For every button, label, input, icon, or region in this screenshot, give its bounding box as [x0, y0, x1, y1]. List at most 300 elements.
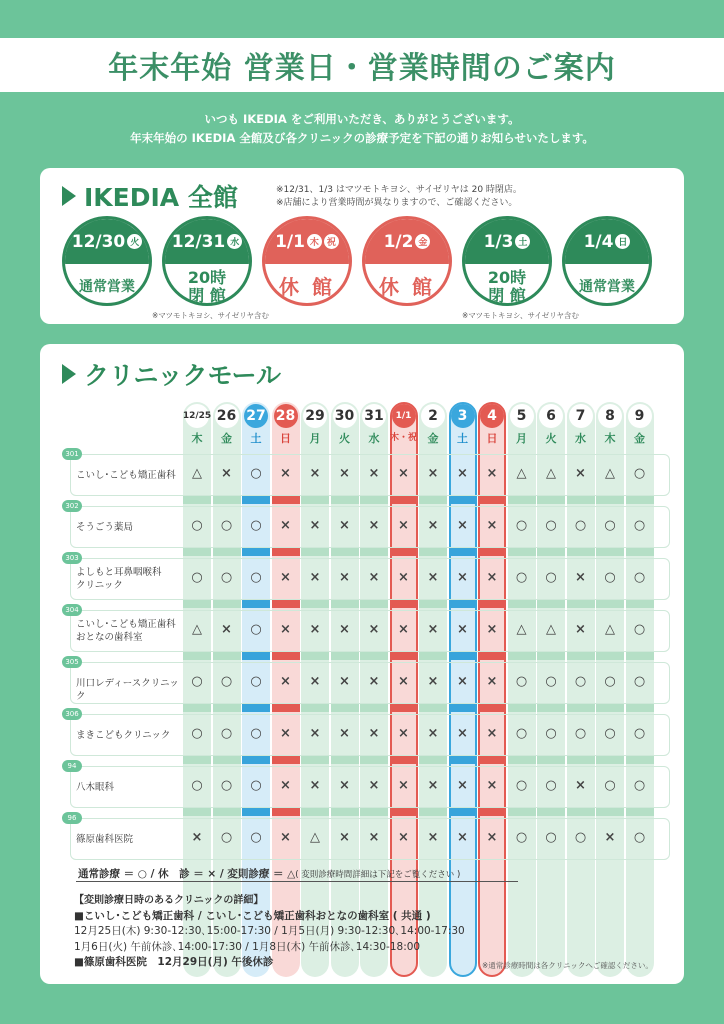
row-separator [449, 808, 477, 816]
row-separator [360, 756, 388, 764]
footnote: ※マツモトキヨシ、サイゼリヤ含む [462, 311, 580, 320]
row-separator [360, 548, 388, 556]
day-of-week: 日 [486, 432, 498, 445]
row-separator [567, 600, 595, 608]
day-circle: 12/31 水 20時 閉 館 [162, 216, 252, 306]
intro-line: いつも IKEDIA をご利用いただき、ありがとうございます。 [204, 112, 520, 126]
schedule-mark: ○ [545, 778, 557, 793]
schedule-mark: ○ [633, 726, 646, 741]
day-number: 30 [333, 404, 357, 428]
schedule-mark: × [457, 674, 468, 689]
row-separator [596, 496, 624, 504]
schedule-mark: × [457, 726, 468, 741]
schedule-mark: × [398, 570, 409, 585]
schedule-mark: × [427, 622, 439, 637]
clinic-name: こいし･こども矯正歯科 おとなの歯科室 [76, 619, 176, 643]
schedule-mark: ○ [250, 518, 262, 533]
row-separator [242, 496, 270, 504]
schedule-mark: ○ [545, 518, 557, 533]
clinic-name: こいし･こども矯正歯科 [76, 469, 176, 481]
day-number: 12/25 [185, 404, 209, 428]
schedule-mark: × [368, 830, 380, 845]
clinic-name: 篠原歯科医院 [76, 833, 134, 845]
schedule-mark: × [221, 466, 232, 481]
schedule-mark: × [575, 466, 586, 481]
day-of-week: 土 [250, 432, 262, 445]
schedule-mark: × [486, 570, 498, 585]
schedule-mark: ○ [191, 518, 203, 533]
row-separator [331, 600, 359, 608]
schedule-mark: × [339, 466, 350, 481]
row-separator [508, 548, 536, 556]
day-number: 29 [303, 404, 327, 428]
day-circle: 1/3 土 20時 閉 館 [462, 216, 552, 306]
detail-line: ■こいし･こども矯正歯科 / こいし･こども矯正歯科おとなの歯科室 ( 共通 ) [74, 909, 431, 922]
schedule-mark: × [427, 518, 439, 533]
day-circle: 1/4 日 通常営業 [562, 216, 652, 306]
schedule-mark: × [339, 830, 350, 845]
row-separator [567, 704, 595, 712]
day-number: 1/1 [392, 404, 416, 428]
day-number: 2 [421, 404, 445, 428]
schedule-mark: ○ [545, 570, 557, 585]
row-separator [419, 652, 447, 660]
schedule-mark: × [280, 466, 291, 481]
schedule-mark: × [280, 726, 291, 741]
row-separator [272, 704, 300, 712]
row-separator [301, 704, 329, 712]
row-separator [508, 704, 536, 712]
row-separator [478, 704, 506, 712]
row-separator [508, 652, 536, 660]
row-separator [331, 704, 359, 712]
schedule-mark: × [457, 466, 468, 481]
row-separator [449, 548, 477, 556]
row-separator [331, 808, 359, 816]
clinic-title: クリニックモール [62, 356, 281, 392]
row-separator [213, 756, 241, 764]
schedule-mark: ○ [545, 674, 557, 689]
detail-line: 1月6日(火) 午前休診､14:00-17:30 / 1月8日(木) 午前休診､14:30-18:00 [74, 940, 421, 953]
room-number: 96 [62, 812, 82, 824]
row-separator [390, 808, 418, 816]
schedule-mark: × [398, 518, 409, 533]
row-separator [272, 756, 300, 764]
day-number: 26 [215, 404, 239, 428]
row-separator [242, 548, 270, 556]
row-separator [567, 756, 595, 764]
room-number: 302 [62, 500, 82, 512]
schedule-mark: × [457, 570, 468, 585]
row-separator [596, 704, 624, 712]
row-separator [537, 652, 565, 660]
row-separator [301, 496, 329, 504]
row-separator [449, 756, 477, 764]
row-separator [537, 496, 565, 504]
day-circle: 1/2 金 休 館 [362, 216, 452, 306]
schedule-mark: ○ [604, 778, 616, 793]
row-separator [419, 704, 447, 712]
legend-underline [76, 881, 518, 882]
row-separator [596, 652, 624, 660]
schedule-mark: ○ [220, 726, 233, 741]
day-of-week: 水 [575, 432, 586, 445]
schedule-mark: × [309, 726, 321, 741]
schedule-mark: ○ [633, 674, 646, 689]
schedule-mark: ○ [633, 778, 646, 793]
row-separator [596, 756, 624, 764]
schedule-mark: × [486, 622, 498, 637]
schedule-mark: × [575, 570, 586, 585]
row-separator [213, 496, 241, 504]
row-separator [183, 548, 211, 556]
row-separator [360, 808, 388, 816]
schedule-mark: △ [516, 466, 527, 481]
clinic-panel [40, 344, 684, 984]
schedule-mark: ○ [250, 466, 262, 481]
footnote: ※マツモトキヨシ、サイゼリヤ含む [152, 311, 270, 320]
day-number: 31 [362, 404, 386, 428]
row-separator [567, 548, 595, 556]
schedule-mark: ○ [250, 570, 262, 585]
room-number: 305 [62, 656, 82, 668]
schedule-mark: ○ [515, 570, 528, 585]
schedule-mark: △ [516, 622, 527, 637]
schedule-mark: × [191, 830, 203, 845]
schedule-mark: × [457, 778, 468, 793]
schedule-mark: × [309, 570, 321, 585]
row-separator [567, 652, 595, 660]
day-number: 3 [451, 404, 475, 428]
page-title: 年末年始 営業日・営業時間のご案内 [108, 51, 616, 86]
row-separator [449, 704, 477, 712]
schedule-mark: ○ [515, 778, 528, 793]
row-separator [213, 652, 241, 660]
row-separator [508, 756, 536, 764]
schedule-mark: × [427, 466, 439, 481]
schedule-mark: × [368, 778, 380, 793]
day-of-week: 木 [604, 432, 616, 445]
details: 【変則診療日時のあるクリニックの詳細】 ■こいし･こども矯正歯科 / こいし･こども矯正歯科おとなの歯科室 ( 共通 ) 12月25日(木) 9:30-12:30､15:00-17:30 / 1月5日(月) 9:30-12:30､14:00-17:30 1月6日(火) 午前休診､14:00-17:30 / 1月8日(木) 午前休診､14:30-18:00 ■篠原歯科医院 12月29日(月) 午後休診 [74, 893, 465, 971]
day-number: 5 [510, 404, 534, 428]
schedule-mark: × [309, 466, 321, 481]
row-separator [449, 652, 477, 660]
schedule-mark: ○ [250, 778, 262, 793]
day-of-week: 月 [516, 432, 527, 445]
day-of-week: 月 [309, 432, 321, 445]
row-separator [626, 652, 654, 660]
day-number: 8 [598, 404, 622, 428]
schedule-mark: ○ [633, 830, 646, 845]
schedule-mark: ○ [250, 674, 262, 689]
row-separator [242, 600, 270, 608]
row-separator [478, 548, 506, 556]
schedule-mark: ○ [574, 830, 587, 845]
schedule-mark: × [398, 726, 409, 741]
schedule-mark: × [368, 726, 380, 741]
day-number: 27 [244, 404, 268, 428]
legend: 通常診療 ＝ ○ / 休 診 ＝ × / 変則診療 ＝ △( 変則診療時間詳細は下記をご覧ください ) [78, 868, 461, 880]
row-separator [301, 652, 329, 660]
row-separator [478, 600, 506, 608]
row-separator [419, 756, 447, 764]
row-separator [537, 756, 565, 764]
ikedia-notes: ※12/31、1/3 はマツモトキヨシ、サイゼリヤは 20 時閉店。 ※店舗により営業時間が異なりますので、ご確認ください。 [276, 185, 522, 208]
row-separator [183, 756, 211, 764]
row-separator [301, 548, 329, 556]
row-separator [331, 756, 359, 764]
detail-line: ■篠原歯科医院 12月29日(月) 午後休診 [74, 956, 274, 968]
row-separator [272, 548, 300, 556]
row-separator [626, 808, 654, 816]
row-separator [419, 496, 447, 504]
row-separator [183, 600, 211, 608]
day-number: 6 [539, 404, 563, 428]
row-separator [272, 652, 300, 660]
row-separator [242, 652, 270, 660]
row-separator [213, 548, 241, 556]
row-separator [596, 548, 624, 556]
schedule-mark: ○ [220, 570, 233, 585]
final-note: ※通常診療時間は各クリニックへご確認ください。 [482, 961, 653, 970]
schedule-mark: ○ [515, 674, 528, 689]
schedule-mark: × [221, 622, 232, 637]
row-separator [242, 756, 270, 764]
day-of-week: 金 [427, 432, 439, 445]
room-number: 94 [62, 760, 82, 772]
row-separator [508, 808, 536, 816]
schedule-mark: × [368, 622, 380, 637]
schedule-mark: ○ [633, 570, 646, 585]
row-separator [626, 756, 654, 764]
schedule-mark: × [486, 830, 498, 845]
day-of-week: 木 [191, 432, 203, 445]
schedule-mark: ○ [574, 726, 587, 741]
schedule-mark: × [457, 518, 468, 533]
schedule-mark: △ [192, 622, 202, 637]
schedule-mark: ○ [220, 518, 233, 533]
room-number: 306 [62, 708, 82, 720]
schedule-mark: × [427, 726, 439, 741]
schedule-mark: × [427, 830, 439, 845]
ikedia-panel [40, 168, 684, 324]
row-separator [183, 652, 211, 660]
schedule-mark: × [368, 570, 380, 585]
day-number: 4 [480, 404, 504, 428]
schedule-mark: × [339, 778, 350, 793]
schedule-mark: ○ [545, 830, 557, 845]
schedule-mark: ○ [220, 778, 233, 793]
schedule-mark: ○ [250, 726, 262, 741]
row-separator [419, 808, 447, 816]
schedule-mark: △ [605, 622, 615, 637]
schedule-mark: ○ [191, 778, 203, 793]
clinic-name: 川口レディースクリニック [76, 677, 179, 702]
room-number: 304 [62, 604, 82, 616]
day-of-week: 日 [280, 432, 291, 445]
day-number: 28 [274, 404, 298, 428]
day-of-week: 火 [339, 432, 350, 445]
schedule-mark: ○ [545, 726, 557, 741]
row-separator [301, 756, 329, 764]
row-separator [596, 808, 624, 816]
schedule-mark: × [486, 726, 498, 741]
schedule-mark: ○ [220, 674, 233, 689]
schedule-mark: ○ [633, 518, 646, 533]
schedule-mark: × [398, 830, 409, 845]
row-separator [478, 652, 506, 660]
schedule-mark: × [280, 830, 291, 845]
schedule-mark: × [280, 674, 291, 689]
row-separator [301, 808, 329, 816]
row-separator [626, 704, 654, 712]
schedule-mark: × [339, 726, 350, 741]
row-separator [390, 756, 418, 764]
row-separator [596, 600, 624, 608]
schedule-mark: × [309, 518, 321, 533]
row-separator [626, 548, 654, 556]
schedule-mark: △ [546, 466, 556, 481]
row-separator [626, 496, 654, 504]
schedule-mark: × [368, 518, 380, 533]
row-separator [537, 548, 565, 556]
schedule-mark: × [604, 830, 616, 845]
schedule-mark: × [427, 570, 439, 585]
day-of-week: 金 [634, 432, 645, 445]
day-of-week: 水 [368, 432, 380, 445]
day-of-week: 土 [457, 432, 468, 445]
schedule-mark: × [486, 518, 498, 533]
room-number: 303 [62, 552, 82, 564]
row-separator [390, 496, 418, 504]
room-number: 301 [62, 448, 82, 460]
day-of-week: 火 [545, 432, 557, 445]
schedule-mark: × [309, 674, 321, 689]
intro [0, 110, 724, 148]
schedule-mark: × [398, 622, 409, 637]
row-separator [272, 496, 300, 504]
schedule-mark: × [486, 778, 498, 793]
row-separator [390, 600, 418, 608]
intro-line: 年末年始の IKEDIA 全館及び各クリニックの診療予定を下記の通りお知らせいたします。 [130, 131, 594, 145]
schedule-mark: ○ [574, 518, 587, 533]
schedule-mark: × [457, 622, 468, 637]
clinic-name: そうごう薬局 [76, 521, 134, 533]
row-separator [508, 600, 536, 608]
schedule-mark: × [575, 622, 586, 637]
day-number: 7 [569, 404, 593, 428]
row-separator [360, 652, 388, 660]
row-separator [449, 496, 477, 504]
schedule-mark: × [427, 778, 439, 793]
row-separator [390, 652, 418, 660]
row-separator [537, 808, 565, 816]
row-separator [272, 808, 300, 816]
row-separator [567, 496, 595, 504]
day-of-week: 金 [221, 432, 232, 445]
schedule-mark: × [309, 778, 321, 793]
schedule-mark: ○ [191, 674, 203, 689]
row-separator [360, 496, 388, 504]
schedule-mark: × [368, 466, 380, 481]
row-separator [331, 652, 359, 660]
schedule-mark: ○ [604, 674, 616, 689]
schedule-mark: △ [310, 830, 320, 845]
schedule-mark: × [339, 518, 350, 533]
triangle-icon [62, 186, 76, 206]
row-separator [419, 600, 447, 608]
schedule-mark: ○ [604, 518, 616, 533]
row-separator [508, 496, 536, 504]
schedule-mark: × [309, 622, 321, 637]
row-separator [183, 808, 211, 816]
schedule-mark: ○ [515, 518, 528, 533]
row-separator [478, 756, 506, 764]
row-separator [478, 496, 506, 504]
schedule-mark: × [398, 466, 409, 481]
row-separator [478, 808, 506, 816]
schedule-mark: ○ [515, 830, 528, 845]
schedule-mark: × [280, 570, 291, 585]
clinic-name: 八木眼科 [76, 781, 115, 793]
row-separator [360, 600, 388, 608]
row-separator [537, 600, 565, 608]
schedule-mark: × [368, 674, 380, 689]
row-separator [331, 496, 359, 504]
row-separator [301, 600, 329, 608]
day-number: 9 [628, 404, 652, 428]
schedule-mark: ○ [191, 570, 203, 585]
detail-line: 12月25日(木) 9:30-12:30､15:00-17:30 / 1月5日(月) 9:30-12:30､14:00-17:30 [74, 925, 465, 937]
schedule-mark: ○ [250, 830, 262, 845]
row-separator [242, 704, 270, 712]
triangle-icon [62, 364, 76, 384]
row-separator [537, 704, 565, 712]
schedule-mark: × [280, 778, 291, 793]
schedule-mark: × [427, 674, 439, 689]
row-separator [272, 600, 300, 608]
schedule-mark: △ [192, 466, 202, 481]
day-circle: 1/1 木 祝 休 館 [262, 216, 352, 306]
schedule-mark: ○ [633, 622, 646, 637]
schedule-mark: × [398, 674, 409, 689]
schedule-mark: △ [605, 466, 615, 481]
clinic-name: よしもと耳鼻咽喉科 クリニック [76, 567, 162, 591]
row-separator [390, 704, 418, 712]
row-separator [213, 600, 241, 608]
schedule-mark: × [280, 622, 291, 637]
row-separator [449, 600, 477, 608]
day-of-week: 木・祝 [389, 433, 417, 443]
title-band [0, 38, 724, 92]
row-separator [360, 704, 388, 712]
schedule-mark: × [457, 830, 468, 845]
schedule-mark: ○ [604, 570, 616, 585]
schedule-mark: ○ [574, 674, 587, 689]
row-separator [390, 548, 418, 556]
row-separator [331, 548, 359, 556]
schedule-mark: × [398, 778, 409, 793]
day-circle: 12/30 火 通常営業 [62, 216, 152, 306]
schedule-mark: ○ [220, 830, 233, 845]
schedule-mark: × [280, 518, 291, 533]
schedule-mark: × [339, 674, 350, 689]
row-separator [567, 808, 595, 816]
row-separator [183, 496, 211, 504]
schedule-mark: ○ [604, 726, 616, 741]
row-separator [213, 704, 241, 712]
row-separator [626, 600, 654, 608]
